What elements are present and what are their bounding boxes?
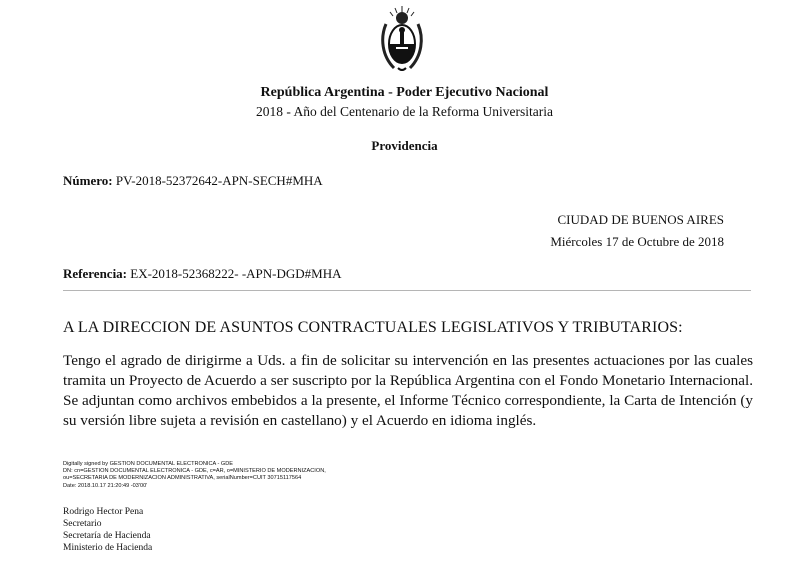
signature-line: DN: cn=GESTION DOCUMENTAL ELECTRONICA - GDE, c=AR, o=MINISTERIO DE MODERNIZACION, (63, 468, 326, 475)
body-paragraph: Tengo el agrado de dirigirme a Uds. a fin de solicitar su intervención en las presentes actuaciones por las cuales tramita un Proyecto de Acuerdo a ser suscripto por la República Argentina con el Fondo Monetario Internacional. Se adjuntan como archivos embebidos a la presente, el Informe Técnico correspondiente, la Carta de Intención (y su versión libre sujeta a revisión en castellano) y el Acuerdo en idioma inglés. (63, 352, 753, 429)
signer-ministry: Ministerio de Hacienda (63, 543, 153, 553)
numero-label: Número: (63, 173, 113, 188)
numero-line (63, 173, 323, 189)
signature-line: Digitally signed by GESTION DOCUMENTAL ELECTRONICA - GDE (63, 461, 234, 467)
addressee: A LA DIRECCION DE ASUNTOS CONTRACTUALES LEGISLATIVOS Y TRIBUTARIOS: (63, 319, 683, 336)
signer-position: Secretario (63, 519, 102, 529)
header-subtitle: 2018 - Año del Centenario de la Reforma Universitaria (256, 104, 553, 119)
referencia-value: EX-2018-52368222- -APN-DGD#MHA (130, 266, 342, 281)
digital-signature-block (63, 461, 423, 490)
city: CIUDAD DE BUENOS AIRES (557, 212, 724, 227)
signature-line: Date: 2018.10.17 21:20:49 -03'00' (63, 482, 148, 489)
header-title: República Argentina - Poder Ejecutivo Nacional (260, 85, 549, 100)
document-type: Providencia (371, 138, 438, 153)
numero-value: PV-2018-52372642-APN-SECH#MHA (115, 173, 323, 188)
signature-line: ou=SECRETARIA DE MODERNIZACION ADMINISTRATIVA, serialNumber=CUIT 30715117564 (63, 475, 302, 482)
argentina-coat-of-arms-icon (378, 4, 426, 74)
date: Miércoles 17 de Octubre de 2018 (550, 234, 724, 249)
referencia-label: Referencia: (63, 266, 128, 281)
signer-name: Rodrigo Hector Pena (63, 507, 144, 517)
signer-office: Secretaría de Hacienda (63, 531, 151, 541)
divider (63, 290, 751, 291)
signer-block (63, 506, 152, 554)
referencia-line (63, 266, 342, 282)
